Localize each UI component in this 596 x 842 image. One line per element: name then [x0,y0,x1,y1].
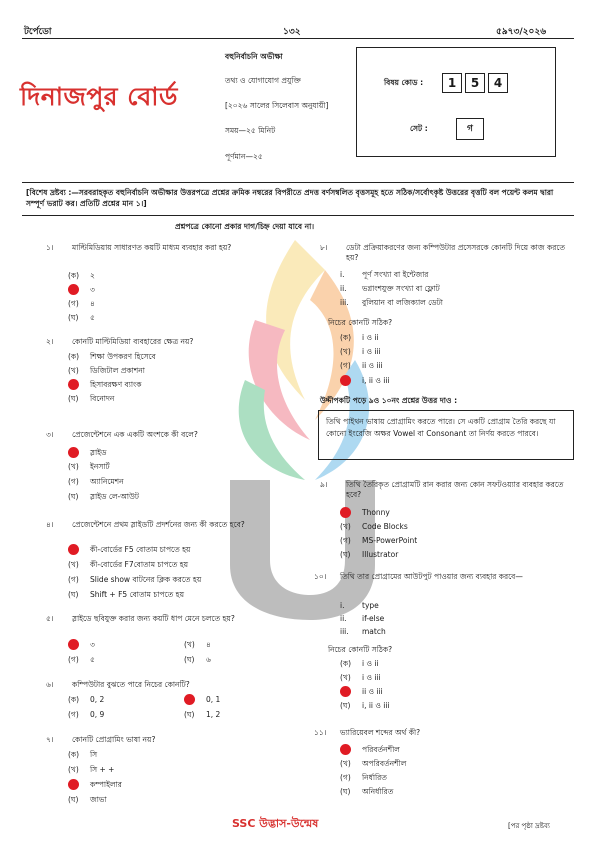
option-text: স্লাইড [90,448,107,457]
option[interactable] [68,655,95,665]
question-8 [320,243,570,263]
option[interactable] [340,522,408,532]
option-label: (ঘ) [68,795,79,804]
option-text: ৪ [206,640,211,649]
question-3 [46,430,306,440]
statement [340,601,379,611]
statement-label: i. [340,601,345,610]
subject-code-label: বিষয় কোড : [384,78,424,87]
answer-dot [340,375,351,386]
option-label: (গ) [68,575,79,584]
option-label: (খ) [68,462,79,471]
option[interactable] [68,462,110,472]
question-5 [46,614,306,624]
option[interactable] [68,545,190,555]
option-label: (ঘ) [184,710,195,719]
question-4 [46,520,306,530]
option[interactable] [340,536,417,546]
next-page-note: [পর পৃষ্ঠা দ্রষ্টব্য [508,822,550,830]
statement-label: i. [340,270,345,279]
option[interactable] [68,765,114,775]
option-text: 0, 9 [90,710,105,719]
option-text: MS-PowerPoint [362,536,418,545]
answer-dot [340,744,351,755]
statement [340,614,384,624]
option-text: Shift + F5 বোতাম চাপতে হয় [90,590,185,599]
option[interactable] [68,477,124,487]
option-text: i ও ii [362,659,379,668]
option-label: (ক) [68,750,80,759]
option-text: অপরিবর্তনশীল [362,759,407,768]
option-label: (ঘ) [68,313,79,322]
option-label: (খ) [68,765,79,774]
question-number: ৫। [46,614,54,623]
statement-label: iii. [340,298,349,307]
option-text: অ্যানিমেশন [90,477,124,486]
option-text: ডিজিটাল প্রকাশনা [90,366,145,375]
option-text: সি [90,750,98,759]
question-text: কোনটি মাল্টিমিডিয়া ব্যবহারের ক্ষেত্র নয়? [72,337,194,346]
exam-syllabus: [২০২৬ সালের সিলেবাস অনুযায়ী] [225,101,329,110]
option[interactable] [184,655,211,665]
question-number: ৮। [320,243,328,252]
question-number: ৭। [46,735,54,744]
question-7 [46,735,306,745]
option-text: 0, 2 [90,695,105,704]
option-label: (গ) [340,536,351,545]
instruction-divider-top [22,182,574,183]
statement-label: ii. [340,284,347,293]
paper-code: ৫৯৭৩/২০২৬ [496,27,547,37]
statement-text: ভগ্নাংশযুক্ত সংখ্যা বা ফ্লোট [362,284,440,293]
option-text: কী-বোর্ডের F7বোতাম চাপতে হয় [90,560,189,569]
option-text: i, ii ও iii [362,701,390,710]
subject-code-digit-1: 1 [442,73,462,93]
option-label: (ঘ) [68,590,79,599]
option-label: (ক) [340,333,352,342]
statement [340,627,386,637]
option[interactable] [340,333,379,343]
option-text: i, ii ও iii [362,376,390,385]
answer-dot [68,379,79,390]
option-label: (গ) [340,773,351,782]
option-text: জাভা [90,795,107,804]
question-number: ১। [46,243,54,252]
option-text: সি + + [90,765,115,774]
option-label: (গ) [340,361,351,370]
answer-dot [340,686,351,697]
question-text: প্রেজেন্টেশনে প্রথম স্লাইডটি প্রদর্শনের জন্য কী করতে হবে? [72,520,245,529]
option[interactable] [184,640,211,650]
option[interactable] [68,710,104,720]
option-label: (খ) [68,560,79,569]
option-label: (ঘ) [340,701,351,710]
statement-label: iii. [340,627,349,636]
footer-brand: SSC উদ্ভাস-উন্মেষ [232,817,319,830]
option-text: ৩ [90,285,95,294]
question-text: মাল্টিমিডিয়ায় সাধারণত কয়টি মাধ্যম ব্যবহার করা হয়? [72,243,232,252]
option[interactable] [340,759,406,769]
code-box [356,47,556,157]
option[interactable] [68,560,188,570]
instruction-warning: প্রশ্নপত্রে কোনো প্রকার দাগ/চিহ্ন দেয়া যাবে না। [175,222,315,231]
option-text: ইনসার্ট [90,462,110,471]
instruction-note: [বিশেষ দ্রষ্টব্য :—সরবরাহকৃত বহুনির্বাচনি অভীক্ষার উত্তরপত্রে প্রশ্নের ক্রমিক নম্বরের বিপরীতে প্রদত্ত বর্ণসম্বলিত বৃত্তসমূহ হতে সঠিক/সর্বোৎকৃষ্ট উত্তরের বৃত্তটি বল পয়েন্ট কলম দ্বারা সম্পূর্ণ ভরাট কর। প্রতিটি প্রশ্নের মান ১।] [26,188,554,208]
stimulus-text: তিথি পাইথন ভাষায় প্রোগ্রামিং করতে পারে। সে একটি প্রোগ্রাম তৈরি করছে যা কোনো ইংরেজি অক্ষর Vowel বা Consonant তা নির্ণয় করতে পারবে। [326,417,556,438]
option-label: (ঘ) [68,492,79,501]
option-text: Slide show বাটনের ক্লিক করতে হয় [90,575,202,584]
option-label: (ক) [68,695,80,704]
question-number: ১০। [314,572,327,581]
option-text: স্লাইড লে-আউট [90,492,139,501]
option[interactable] [68,590,184,600]
option[interactable] [340,550,398,560]
option-text: ৩ [90,640,95,649]
option-label: (গ) [68,299,79,308]
option-text: অনির্ধারিত [362,787,394,796]
header-tag: টর্পেডো [24,27,52,37]
option[interactable] [68,575,201,585]
question-prompt: নিচের কোনটি সঠিক? [328,645,393,654]
question-number: ৩। [46,430,54,439]
statement-text: if-else [362,614,385,623]
option[interactable] [68,394,114,404]
option[interactable] [340,773,387,783]
question-number: ৯। [320,480,328,489]
option-label: (গ) [68,655,79,664]
question-number: ২। [46,337,54,346]
answer-dot [68,639,79,650]
subject-code-digit-3: 4 [488,73,508,93]
option[interactable] [68,695,104,705]
question-number: ৬। [46,680,54,689]
option-text: Illustrator [362,550,399,559]
option-label: (ঘ) [340,550,351,559]
option[interactable] [68,299,95,309]
statement [340,270,428,280]
option-text: ৬ [206,655,211,664]
option-text: 0, 1 [206,695,221,704]
question-number: ৪। [46,520,54,529]
question-2 [46,337,306,347]
question-text: তিথি তার প্রোগ্রামের আউটপুট পাওয়ার জন্য ব্যবহার করবে— [340,572,523,581]
option-label: (ঘ) [184,655,195,664]
page-number: ১৩২ [283,27,301,37]
answer-dot [68,544,79,555]
option[interactable] [68,352,156,362]
option-label: (খ) [340,673,351,682]
exam-type: বহুনির্বাচনি অভীক্ষা [225,52,283,61]
option-text: i ও ii [362,333,379,342]
option[interactable] [340,347,381,357]
option[interactable] [340,361,383,371]
option-text: পরিবর্তনশীল [362,745,400,754]
option-text: শিক্ষা উপকরণ হিসেবে [90,352,156,361]
answer-dot [68,447,79,458]
option-label: (ক) [340,659,352,668]
exam-time: সময়—২৫ মিনিট [225,126,276,135]
option[interactable] [68,313,95,323]
question-text: ভ্যারিয়েবল শব্দের অর্থ কী? [340,728,421,737]
question-6 [46,680,306,690]
option-text: ২ [90,271,95,280]
option-text: ii ও iii [362,687,383,696]
option[interactable] [340,659,379,669]
question-10 [314,572,570,582]
set-label: সেট : [410,124,428,133]
option-text: Thonny [362,508,390,517]
option-text: i ও iii [362,673,381,682]
answer-dot [184,694,195,705]
question-9 [320,480,570,500]
question-number: ১১। [314,728,327,737]
option-text: ৫ [90,655,95,664]
question-text: তিথি তৈরিকৃত প্রোগ্রামটি রান করার জন্য কোন সফটওয়্যার ব্যবহার করতে হবে? [346,480,564,499]
option-text: কম্পাইলার [90,780,122,789]
option[interactable] [68,271,95,281]
option-label: (ঘ) [68,394,79,403]
option-text: হিসাবরক্ষণ ব্যাংক [90,380,142,389]
answer-dot [340,507,351,518]
statement-text: পূর্ণ সংখ্যা বা ইন্টেজার [362,270,429,279]
option-text: Code Blocks [362,522,408,531]
exam-marks: পূর্ণমান—২৫ [225,152,263,161]
option-text: 1, 2 [206,710,221,719]
option[interactable] [68,380,142,390]
subject-code-digit-2: 5 [465,73,485,93]
set-value: গ [456,118,484,140]
option-text: ৫ [90,313,95,322]
option-text: i ও iii [362,347,381,356]
statement [340,298,443,308]
answer-dot [68,779,79,790]
statement-text: type [362,601,379,610]
option[interactable] [184,710,220,720]
option-label: (খ) [184,640,195,649]
question-text: প্রেজেন্টেশনে এক একটি অংশকে কী বলে? [72,430,198,439]
statement [340,284,440,294]
option-label: (ক) [68,271,80,280]
question-text: ডেটা প্রক্রিয়াকরণের জন্য কম্পিউটার প্রসেসরকে কোনটি দিয়ে কাজ করতে হয়? [346,243,565,262]
instruction-divider-bottom [22,215,574,216]
question-text: কোনটি প্রোগ্রামিং ভাষা নয়? [72,735,156,744]
option[interactable] [340,701,390,711]
option[interactable] [68,750,97,760]
option[interactable] [340,787,393,797]
option[interactable] [68,795,107,805]
option[interactable] [340,673,381,683]
header-divider [22,38,574,39]
option-text: ৪ [90,299,95,308]
option[interactable] [68,366,145,376]
option-text: ii ও iii [362,361,383,370]
board-title: দিনাজপুর বোর্ড [20,82,178,111]
option[interactable] [68,492,139,502]
statement-text: বুলিয়ান বা লজিক্যাল ডেটা [362,298,443,307]
question-prompt: নিচের কোনটি সঠিক? [328,318,393,327]
question-text: স্লাইডে ছবিযুক্ত করার জন্য কয়টি ধাপ মেনে চলতে হয়? [72,614,235,623]
question-text: কম্পিউটার বুঝতে পারে নিচের কোনটি? [72,680,190,689]
option-label: (খ) [340,347,351,356]
option-text: বিনোদন [90,394,115,403]
option-label: (খ) [340,759,351,768]
statement-label: ii. [340,614,347,623]
stimulus-intro: উদ্দীপকটি পড়ে ৯ও ১০নং প্রশ্নের উত্তর দাও : [320,396,458,405]
option-label: (গ) [68,477,79,486]
exam-subject: তথ্য ও যোগাযোগ প্রযুক্তি [225,76,301,85]
option-text: নির্ধারিত [362,773,387,782]
option-label: (খ) [68,366,79,375]
option-label: (ক) [68,352,80,361]
option-label: (ঘ) [340,787,351,796]
answer-dot [68,284,79,295]
option-label: (খ) [340,522,351,531]
statement-text: match [362,627,386,636]
option-label: (গ) [68,710,79,719]
question-11 [314,728,570,738]
option-text: কী-বোর্ডের F5 বোতাম চাপতে হয় [90,545,191,554]
question-1 [46,243,306,253]
